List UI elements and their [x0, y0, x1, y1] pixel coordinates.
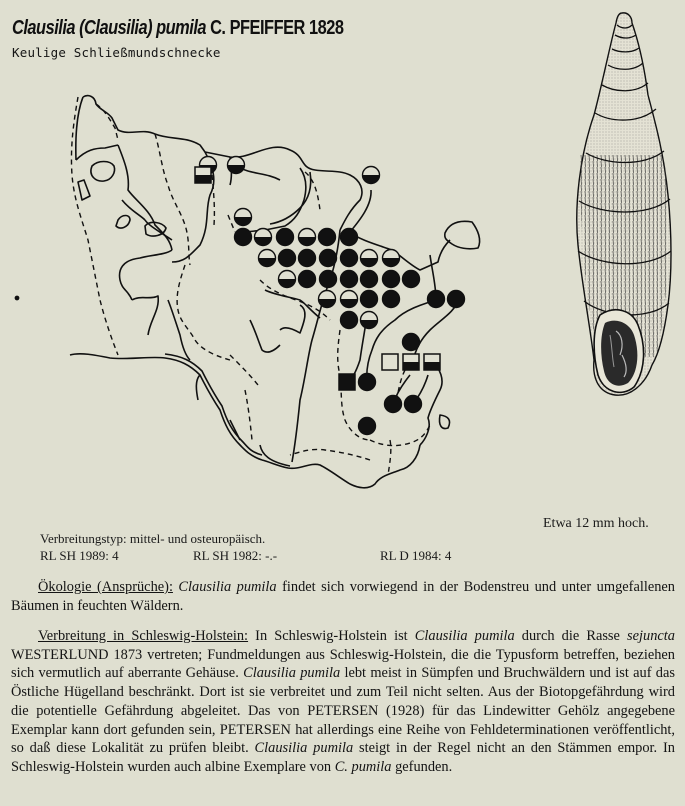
record-circle-marker — [320, 271, 337, 288]
text-run: durch die Rasse — [514, 628, 628, 644]
text-run: steigt in der Regel nicht an den Stämmen empor. In Schleswig-Holstein wurden auch albine Exemplare von — [11, 740, 675, 775]
record-circle-marker — [403, 271, 420, 288]
record-circle-marker — [361, 271, 378, 288]
species-ref: Clausilia pumila — [254, 740, 354, 757]
text-run: gefunden. — [391, 758, 453, 775]
record-circle-marker — [383, 291, 400, 308]
record-circle-marker — [385, 396, 402, 413]
common-name: Keulige Schließmundschnecke — [12, 45, 221, 60]
rl-sh-1989: RL SH 1989: 4 — [40, 548, 119, 563]
record-circle-marker — [405, 396, 422, 413]
distribution-markers — [195, 157, 465, 435]
ecology-paragraph — [11, 578, 675, 615]
record-circle-marker — [277, 229, 294, 246]
distribution-paragraph — [11, 627, 675, 777]
text-run: WESTERLUND 1873 vertreten; Fundmeldungen aus Schleswig-Holstein, die die Typusform betreffen, beziehen sich vermutlich auf aberrante Gehäuse. — [11, 646, 675, 682]
record-circle-marker — [341, 271, 358, 288]
record-circle-marker — [235, 229, 252, 246]
record-circle-marker — [320, 250, 337, 267]
distribution-heading: Verbreitung in Schleswig-Holstein: — [38, 628, 249, 644]
distribution-map — [0, 80, 520, 500]
ecology-text: findet sich vorwiegend in der Bodenstreu und unter umgefallenen Bäumen in feuchten Wäldern. — [11, 579, 675, 614]
record-circle-marker — [448, 291, 465, 308]
record-circle-marker — [341, 312, 358, 329]
subspecies-ref: sejuncta — [627, 628, 675, 644]
record-circle-marker — [299, 250, 316, 267]
record-circle-marker — [359, 418, 376, 435]
shell-illustration — [560, 5, 680, 400]
record-circle-marker — [361, 291, 378, 308]
species-name: Clausilia (Clausilia) pumila — [12, 17, 207, 39]
record-circle-marker — [383, 271, 400, 288]
record-circle-marker — [279, 250, 296, 267]
ecology-heading: Ökologie (Ansprüche): — [38, 579, 173, 595]
distribution-type: Verbreitungstyp: mittel- und osteuropäisch. — [40, 531, 266, 546]
size-note: Etwa 12 mm hoch. — [543, 516, 649, 531]
record-square-marker — [382, 354, 398, 370]
species-ref: Clausilia pumila — [178, 579, 277, 595]
record-circle-marker — [319, 229, 336, 246]
record-circle-marker — [299, 271, 316, 288]
text-run: lebt meist in Sümpfen und Bruchwäldern und ist auf das Östliche Hügelland beschränkt. Dort ist sie verbreitet und zum Teil nicht selten. Aus der Biotopgefährdung wird die potentielle Gefährdung abgeleitet. Das von PETERSEN (1928) für das Lindewitter Gehölz angegebene Exemplar kann dort gefunden sein, PETERSEN hat allerdings eine Reihe von Fehldeterminationen veröffentlicht, so daß diese Lokalität zu prüfen bleibt. — [11, 665, 675, 757]
species-ref: Clausilia pumila — [243, 665, 341, 682]
species-title — [12, 17, 343, 40]
record-circle-marker — [341, 229, 358, 246]
facts-block — [40, 530, 451, 564]
species-author: C. PFEIFFER 1828 — [206, 17, 344, 39]
record-circle-marker — [341, 250, 358, 267]
record-circle-marker — [359, 374, 376, 391]
record-square-marker — [339, 374, 355, 390]
rl-d-1984: RL D 1984: 4 — [380, 548, 452, 563]
record-circle-marker — [428, 291, 445, 308]
species-ref: Clausilia pumila — [414, 628, 515, 644]
rl-sh-1982: RL SH 1982: -.- — [193, 548, 278, 563]
record-circle-marker — [403, 334, 420, 351]
red-list-row — [40, 547, 451, 564]
text-run: In Schleswig-Holstein ist — [248, 628, 415, 644]
species-ref: C. pumila — [334, 758, 392, 775]
